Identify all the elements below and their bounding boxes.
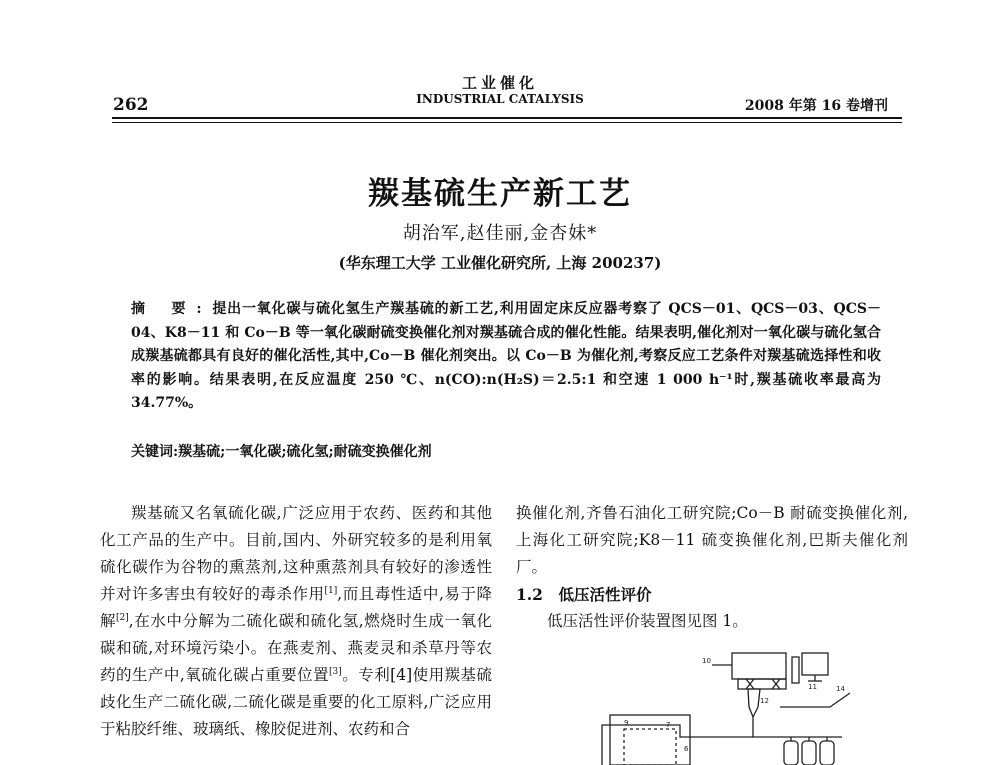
citation-ref: [1]: [324, 585, 338, 596]
section-paragraph: 低压活性评价装置图见图 1。: [547, 612, 748, 630]
article-affiliation: (华东理工大学 工业催化研究所, 上海 200237): [338, 254, 662, 272]
figure-label: 7: [666, 721, 671, 729]
body-column-right: [516, 500, 908, 635]
apparatus-diagram-figure: [580, 645, 870, 765]
controller-box: [732, 653, 786, 679]
keywords-label: 关键词:: [131, 444, 179, 460]
intro-text-3: ,在水中分解为二硫化碳和硫化氢,燃烧时生成一氧化碳和硫,对环境污染小。在燕麦剂、燕麦灵和杀草丹等农药的生产中,氧硫化碳占重要位置: [100, 612, 492, 684]
reactor-block: [610, 715, 690, 765]
figure-label: 12: [760, 697, 769, 705]
gas-cylinder: [820, 741, 834, 765]
citation-ref: [3]: [329, 666, 342, 677]
intro-text-1: 羰基硫又名氧硫化碳,广泛应用于农药、医药和其他化工产品的生产中。目前,国内、外研究较多的是利用氧硫化碳作为谷物的熏蒸剂,这种熏蒸剂具有较好的渗透性并对许多害虫有较好的毒杀作用: [100, 504, 492, 603]
figure-label: 9: [624, 719, 629, 727]
gas-cylinder: [784, 741, 798, 765]
figure-label: 6: [684, 745, 689, 753]
abstract: [131, 298, 881, 416]
catalyst-list-paragraph: 换催化剂,齐鲁石油化工研究院;Co－B 耐硫变换催化剂,上海化工研究院;K8－11 硫变换催化剂,巴斯夫催化剂厂。: [516, 504, 908, 576]
header-rule-thick: [112, 117, 902, 119]
header-rule-thin: [112, 122, 902, 123]
monitor: [802, 653, 828, 675]
issue-label: 2008 年第 16 卷增刊: [744, 98, 888, 114]
separator-funnel: [748, 689, 760, 717]
figure-label: 11: [808, 683, 817, 691]
gas-cylinder: [802, 741, 816, 765]
abstract-text: 提出一氧化碳与硫化氢生产羰基硫的新工艺,利用固定床反应器考察了 QCS－01、QCS－03、QCS－04、K8－11 和 Co－B 等一氧化碳耐硫变换催化剂对羰基硫合成的催化性能。结果表明,催化剂对一氧化碳与硫化氢合成羰基硫都具有良好的催化活性,其中,Co－B 催化剂突出。以 Co－B 为催化剂,考察反应工艺条件对羰基硫选择性和收率的影响。结果表明,在反应温度 250 ℃、n(CO):n(H₂S)＝2.5:1 和空速 1 000 h⁻¹时,羰基硫收率最高为 34.77%。: [131, 301, 881, 411]
keywords: [131, 441, 881, 461]
page-number: 262: [113, 95, 149, 115]
citation-ref: [2]: [116, 612, 129, 623]
figure-label: 10: [702, 657, 711, 665]
section-heading: 1.2 低压活性评价: [516, 585, 652, 604]
abstract-label: 摘 要:: [131, 301, 212, 317]
figure-label: 14: [836, 685, 845, 693]
intro-text-4: 。专利[4]使用羰基硫歧化生产二硫化碳,二硫化碳是重要的化工原料,广泛应用于粘胶纤维、玻璃纸、橡胶促进剂、农药和合: [100, 666, 492, 738]
intro-paragraph: [100, 500, 492, 743]
article-authors: 胡治军,赵佳丽,金杏妹*: [402, 223, 598, 244]
body-column-left: [100, 500, 492, 743]
journal-name-cn: 工业催化: [461, 74, 538, 92]
article-title: 羰基硫生产新工艺: [368, 176, 632, 212]
computer-tower: [792, 657, 799, 683]
journal-name-en: INDUSTRIAL CATALYSIS: [416, 92, 584, 106]
keywords-text: 羰基硫;一氧化碳;硫化氢;耐硫变换催化剂: [178, 444, 432, 460]
intro-text-2: ,而且毒性适中,易于降解: [100, 585, 492, 630]
